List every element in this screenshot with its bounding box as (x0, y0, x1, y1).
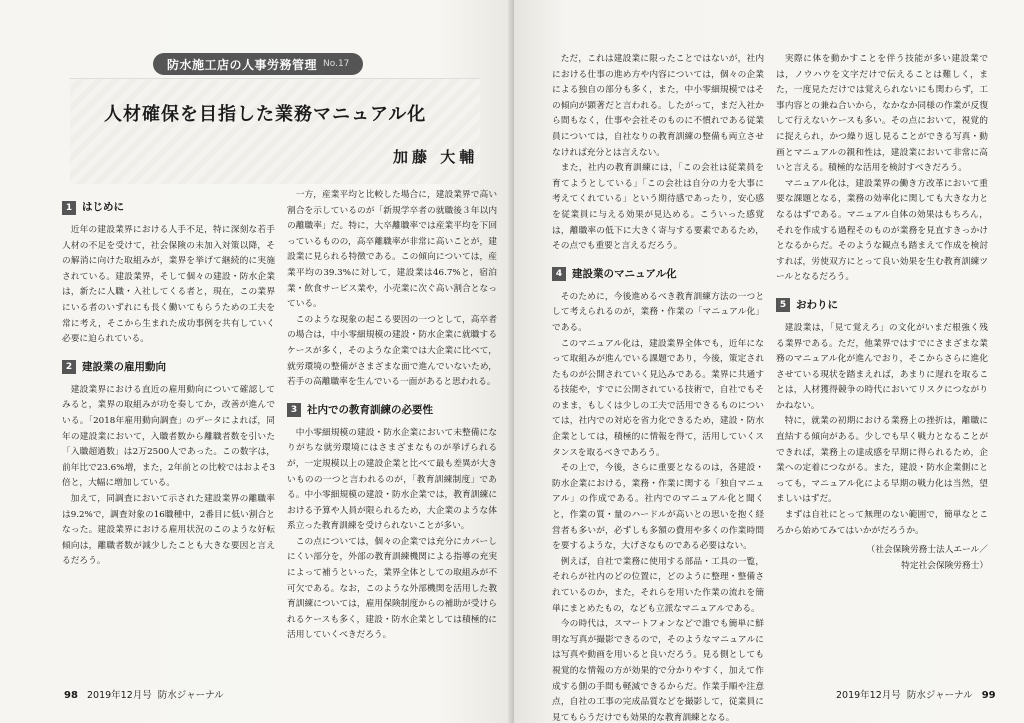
section-title: おわりに (796, 298, 838, 311)
section-number: 4 (552, 267, 566, 281)
paragraph: 建設業は，「見て覚えろ」の文化がいまだ根強く残る業界である。ただ，他業界ではすでにさまざまな業務のマニュアル化が進んでおり，そこからさらに進化させている現状を踏まえれば，あまりに遅れを取ることは，人材獲得競争の時代においてリスクにつながりかねない。 (776, 322, 988, 411)
section-number: 5 (776, 298, 790, 312)
left-column-2 (287, 188, 497, 644)
section-title: 社内での教育訓練の必要性 (307, 403, 433, 416)
paragraph: 例えば，自社で業務に使用する部品・工具の一覧，それらが社内のどの位置に，どのように整理・整備されているのか，また，それらを用いた作業の流れを簡単にまとめたもの，なども立派なマニュアルである。 (552, 556, 764, 614)
right-page (514, 0, 1024, 723)
section-title: 建設業のマニュアル化 (572, 267, 677, 280)
affiliation-line-2: 特定社会保険労務士） (901, 560, 988, 571)
section-heading-2 (62, 360, 275, 375)
section-title: はじめに (82, 201, 124, 213)
paragraph: 今の時代は，スマートフォンなどで誰でも簡単に鮮明な写真が撮影できるので，そのようなマニュアルには写真や動画を用いると良いだろう。見る側としても視覚的な情報の方が効果的で分かりやすく，加えて作成する側の手間も軽減できるからだ。作業手順や注意点，自社の工事の完成品質などを撮影して，従業員に見てもらうだけでも効果的な教育訓練となる。 (552, 619, 764, 723)
paragraph: ただ，これは建設業に限ったことではないが，社内における仕事の進め方や内容については，個々の企業による独自の部分も多く，また，中小零細規模ではその傾向が顕著だと言われる。したがって，まだ入社から間もなく，仕事や会社そのものに不慣れである従業員については，自社なりの教育訓練の整備も両立させなければ充分とは言えない。 (552, 54, 764, 158)
section-title: 建設業の雇用動向 (82, 360, 166, 373)
magazine-name: 防水ジャーナル (906, 690, 973, 701)
affiliation-line-1: （社会保険労務士法人エール／ (866, 545, 988, 556)
paragraph: 建設業界における直近の雇用動向について確認してみると，業界の取組みが功を奏してか，改善が進んでいる。「2018年雇用動向調査」のデータによれば，同年の建設業において，入職者数から離職者数を引いた「入職超過数」は2万2500人であった。この数字は，前年比で23.6%増，また，2年前との比較ではおよそ3倍と，大幅に増加している。 (62, 384, 275, 489)
series-banner (153, 53, 363, 75)
paragraph: そのために，今後進めるべき教育訓練方法の一つとして考えられるのが，業務・作業の「マニュアル化」である。 (552, 291, 764, 333)
paragraph: 近年の建設業界における人手不足，特に深刻な若手人材の不足を受けて，社会保険の未加入対策以降，その解消に向けた取組みが，業界を挙げて継続的に実施されている。建設業界，そして個々の建設・防水企業は，新たに人職・入社してくる者と，現在，この業界にいる者のいずれにも長く働いてもらうための工夫を常に考え，そこから生まれた成功事例を共有していく必要に迫られている。 (62, 225, 275, 345)
paragraph: 加えて，同調査において示された建設業界の離職率は9.2%で，調査対象の16職種中，2番目に低い割合となった。建設業界における雇用状況のこのような好転傾向は，離職者数が減少したことも大きな要因と言えるだろう。 (62, 493, 275, 567)
paragraph: 特に，就業の初期における業務上の挫折は，離職に直結する傾向がある。少しでも早く戦力となることができれば，業務上の達成感を早期に得られるため，企業への定着につながる。また，建設・防水企業側にとっても，マニュアル化による早期の戦力化は当然，望ましいはずだ。 (776, 416, 988, 505)
title-background (70, 78, 480, 184)
section-heading-5 (776, 298, 988, 313)
paragraph: 中小零細規模の建設・防水企業において未整備になりがちな就労環境にはさまざまなものが挙げられるが，一定規模以上の建設企業と比べて最も差異が大きいものの一つと言われるのが，「教育訓練制度」である。中小零細規模の建設・防水企業では，教育訓練における予算や人員が限られるため，大企業のような体系立った教育訓練を受けられないことが多い。 (287, 427, 497, 532)
section-heading-3 (287, 403, 497, 418)
right-column-1 (552, 52, 764, 723)
paragraph: この点については，個々の企業では充分にカバーしにくい部分を，外部の教育訓練機関による指導の充実によって補うといった，業界全体としての取組みが不可欠である。なお，このような外部機関を活用した教育訓練については，雇用保険制度からの補助が受けられるケースも多く，建設・防水企業としては積極的に活用していくべきだろう。 (287, 536, 497, 641)
issue-date: 2019年12月号 (86, 690, 152, 701)
paragraph: 一方，産業平均と比較した場合に，建設業界で高い割合を示しているのが「新規学卒者の就職後３年以内の離職率」だ。特に，大卒離職率では産業平均を下回っているものの，高卒離職率が非常に高いことが，建設業に見られる特徴である。この傾向については，産業平均の39.3%に対して，建設業は46.7%と，宿泊業・飲食サービス業や，小売業に次ぐ高い割合となっている。 (287, 190, 497, 310)
page-number: 98 (64, 690, 78, 701)
section-heading-1 (62, 200, 275, 215)
section-number: 2 (62, 360, 76, 374)
series-title: 防水施工店の人事労務管理 (167, 57, 318, 72)
right-column-2 (776, 52, 988, 574)
issue-date: 2019年12月号 (836, 690, 901, 701)
article-title: 人材確保を目指した業務マニュアル化 (104, 104, 427, 125)
footer-right (836, 687, 996, 701)
paragraph: その上で，今後，さらに重要となるのは，各建設・防水企業における，業務・作業に関する「独自マニュアル」の作成である。社内でのマニュアル化と聞くと，作業の質・量のハードルが高いとの思いを抱く経営者も多いが，必ずしも多額の費用や多くの作業時間を要するような，大げさなものである必要はない。 (552, 463, 764, 552)
paragraph: また，社内の教育訓練には，「この会社は従業員を育てようとしている」「この会社は自分の力を大事に考えてくれている」という期待感であったり，安心感を従業員に与える効果が見込める。こういった感覚は，離職率の低下に大きく寄与する要素であるため，その点でも重要と言えるだろう。 (552, 163, 764, 252)
paragraph: 実際に体を動かすことを伴う技能が多い建設業では，ノウハウを文字だけで伝えることは難しく，また，一度見ただけでは覚えられないにも関わらず，工事内容との兼ね合いから，なかなか同様の作業が反復して行えないケースも多い。その点において，視覚的に捉えられ，かつ繰り返し見ることができる写真・動画とマニュアルの親和性は，建設業において非常に高いと言える。積極的な活用を検討すべきだろう。 (776, 54, 988, 174)
paragraph: マニュアル化は，建設業界の働き方改革において重要な課題となる，業務の効率化に関しても大きな力となるはずである。マニュアル自体の効果はもちろん，それを作成する過程そのものが業務を見直すきっかけとなるからだ。そのような観点も踏まえて作成を検討すれば，労使双方にとって良い効果を生む教育訓練ツールとなるだろう。 (776, 178, 988, 283)
series-number: No.17 (323, 59, 350, 69)
author-affiliation (776, 543, 988, 574)
page-number: 99 (981, 690, 996, 701)
left-column-1 (62, 200, 275, 570)
paragraph: まずは自社にとって無理のない範囲で，簡単なところから始めてみてはいかがだろうか。 (776, 510, 988, 536)
section-number: 3 (287, 403, 301, 417)
footer-left (64, 687, 224, 701)
section-heading-4 (552, 267, 764, 282)
paragraph: このマニュアル化は，建設業界全体でも，近年になって取組みが進んでいる課題であり，今後，策定されたものが公開されていく見込みである。業界に共通する技能や，すでに公開されている技術で，自社でもそのまま，もしくは少しの工夫で活用できるものについては，社内での対応を省力化できるため，建設・防水企業としては，積極的に情報を得て，活用していくスタンスを取るべきであろう。 (552, 338, 764, 458)
article-author: 加藤 大輔 (393, 148, 479, 166)
section-number: 1 (62, 201, 76, 215)
magazine-name: 防水ジャーナル (157, 690, 224, 701)
paragraph: このような現象の起こる要因の一つとして，高卒者の場合は，中小零細規模の建設・防水企業に就職するケースが多く，そのような企業では大企業に比べて，就労環境の整備がさまざまな面で進んでいないため，若手の高離職率を生んでいる一面があると思われる。 (287, 314, 497, 388)
